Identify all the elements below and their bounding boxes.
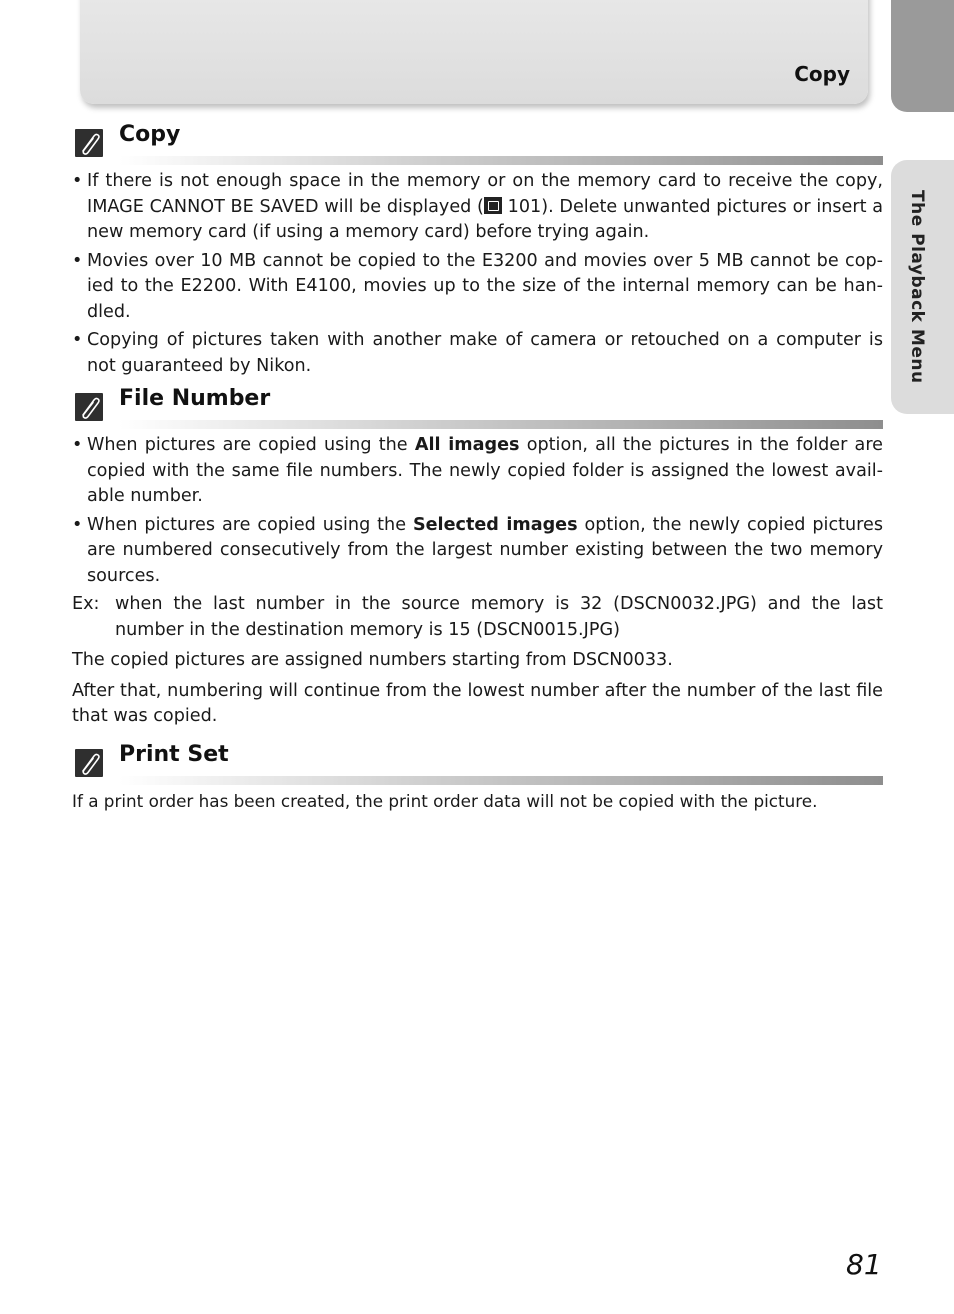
page-reference-icon <box>484 197 502 214</box>
paragraph: If a print order has been created, the print order data will not be copied with the picture. <box>72 791 818 811</box>
note-icon <box>75 129 103 157</box>
section-heading-print-set <box>72 742 884 776</box>
section-heading-copy <box>72 122 884 156</box>
header-title: Copy <box>794 62 850 86</box>
bullet-dot: • <box>72 435 83 455</box>
section-rule <box>119 420 883 429</box>
paragraph: After that, numbering will continue from the lowest number after the number of the last file that was copied. <box>72 680 883 726</box>
chapter-header-box <box>80 0 868 104</box>
bullet-item: • If there is not enough space in the memory or on the memory card to receive the copy, IMAGE CANNOT BE SAVED will be displayed ( 101). Delete unwanted pictures or insert a new memory card (if using a memory card) before trying again. <box>72 171 883 242</box>
page-number: 81 <box>846 1248 882 1281</box>
section-rule <box>119 776 883 785</box>
bullet-item: • Movies over 10 MB cannot be copied to the E3200 and movies over 5 MB cannot be cop-ied to the E2200. With E4100, movies up to the size of the internal memory can be han-dled. <box>72 250 883 322</box>
section-rule <box>119 156 883 165</box>
note-icon <box>75 749 103 777</box>
print-set-section-body <box>72 789 883 820</box>
option-name: Selected images <box>412 514 578 535</box>
bullet-item: • Copying of pictures taken with another make of camera or retouched on a computer is not guaranteed by Nikon. <box>72 330 883 376</box>
section-title: Print Set <box>119 742 229 767</box>
note-icon <box>75 393 103 421</box>
section-heading-file-number <box>72 386 884 420</box>
bullet-item: • When pictures are copied using the All images option, all the pictures in the folder are copied with the same file numbers. The newly copied folder is assigned the lowest avail-able number. <box>72 435 883 506</box>
side-tab-top <box>891 0 954 112</box>
bullet-dot: • <box>72 514 83 535</box>
example-line <box>72 592 883 643</box>
section-title: File Number <box>119 386 271 411</box>
section-title: Copy <box>119 122 181 147</box>
file-number-section-body <box>72 433 883 735</box>
bullet-dot: • <box>72 250 83 271</box>
copy-section-body <box>72 169 883 382</box>
bullet-dot: • <box>72 171 83 191</box>
bullet-item: • When pictures are copied using the Selected images option, the newly copied pictures are numbered consecutively from the largest number existing between the two memory sources. <box>72 514 884 586</box>
side-tab-label: The Playback Menu <box>907 190 927 384</box>
example-label: Ex: <box>72 594 100 614</box>
option-name: All images <box>414 435 520 455</box>
bullet-dot: • <box>72 330 83 350</box>
paragraph: The copied pictures are assigned numbers starting from DSCN0033. <box>72 650 673 670</box>
example-text: when the last number in the source memory is 32 (DSCN0032.JPG) and the last number in the destination memory is 15 (DSCN0015.JPG) <box>115 594 883 640</box>
